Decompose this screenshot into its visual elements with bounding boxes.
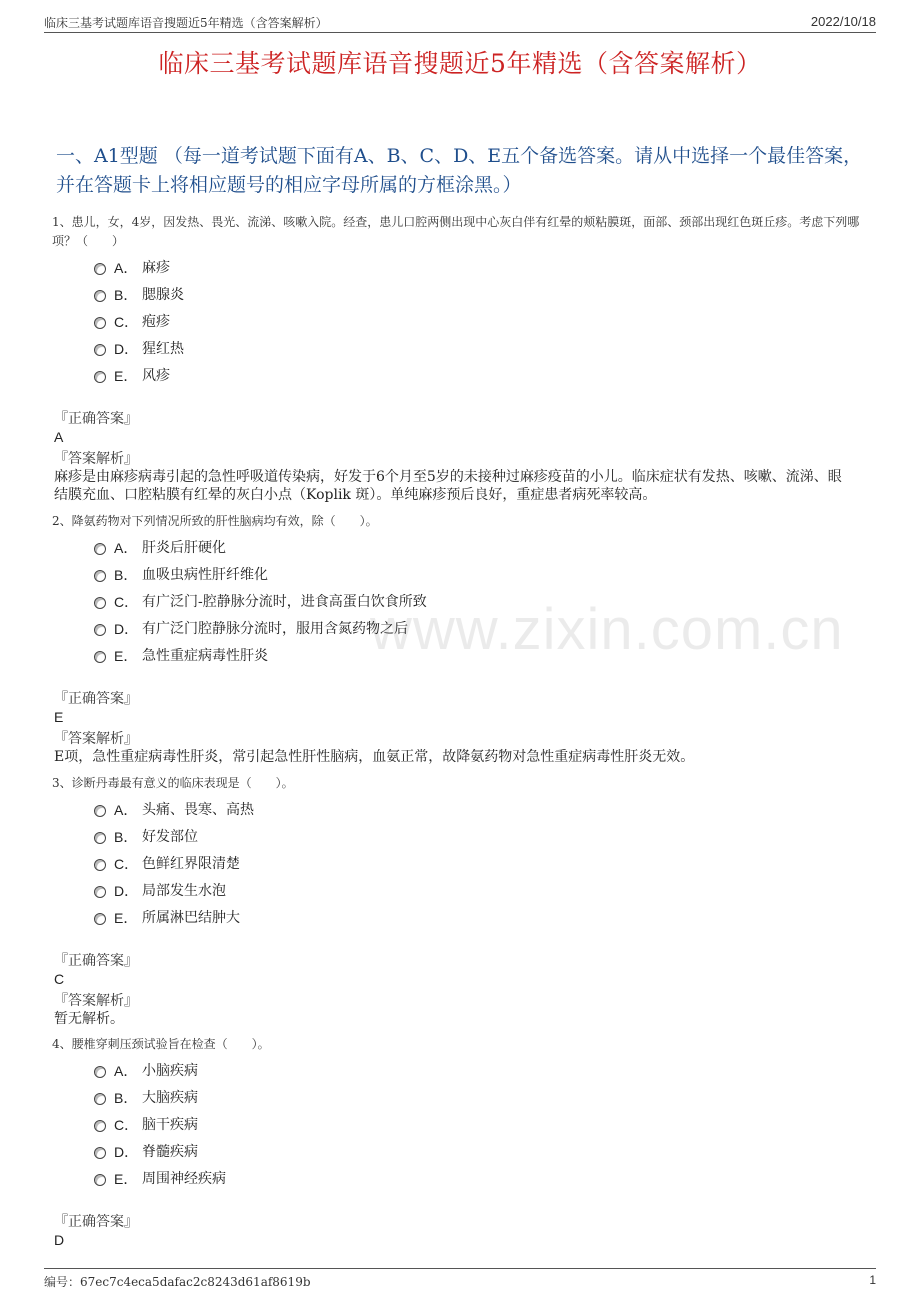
- radio-icon[interactable]: [94, 1174, 106, 1186]
- option-d[interactable]: [52, 1139, 868, 1166]
- radio-icon[interactable]: [94, 317, 106, 329]
- answer-label: 『正确答案』: [54, 691, 138, 707]
- radio-icon[interactable]: [94, 570, 106, 582]
- option-letter: E．: [114, 910, 138, 926]
- option-letter: B．: [114, 567, 138, 583]
- option-text: 有广泛门腔静脉分流时，服用含氮药物之后: [142, 621, 408, 637]
- explanation-label: 『答案解析』: [54, 451, 138, 467]
- question-stem: 2、降氨药物对下列情况所致的肝性脑病均有效，除（ ）。: [52, 514, 378, 528]
- answer-value: A: [54, 429, 64, 445]
- explanation-label: 『答案解析』: [54, 731, 138, 747]
- option-letter: B．: [114, 1090, 138, 1106]
- radio-icon[interactable]: [94, 832, 106, 844]
- option-d[interactable]: [52, 616, 868, 643]
- answer-value: E: [54, 709, 64, 725]
- explanation-text: 暂无解析。: [54, 1011, 124, 1027]
- answer-label: 『正确答案』: [54, 953, 138, 969]
- option-letter: D．: [114, 1144, 139, 1160]
- option-text: 小脑疾病: [142, 1063, 198, 1079]
- option-text: 好发部位: [142, 829, 198, 845]
- question-3: [52, 774, 868, 1028]
- option-e[interactable]: [52, 905, 868, 932]
- option-text: 头痛、畏寒、高热: [142, 802, 254, 818]
- radio-icon[interactable]: [94, 371, 106, 383]
- watermark: www.zixin.com.cn: [370, 597, 844, 662]
- option-a[interactable]: [52, 797, 868, 824]
- option-d[interactable]: [52, 878, 868, 905]
- answer-label: 『正确答案』: [54, 1214, 138, 1230]
- document-title: 临床三基考试题库语音搜题近5年精选（含答案解析）: [158, 49, 762, 78]
- option-text: 疱疹: [142, 314, 170, 330]
- radio-icon[interactable]: [94, 1120, 106, 1132]
- option-text: 风疹: [142, 368, 170, 384]
- option-b[interactable]: [52, 1085, 868, 1112]
- radio-icon[interactable]: [94, 1147, 106, 1159]
- answer-label: 『正确答案』: [54, 411, 138, 427]
- option-b[interactable]: [52, 282, 868, 309]
- radio-icon[interactable]: [94, 624, 106, 636]
- answer-value: C: [54, 971, 65, 987]
- option-b[interactable]: [52, 562, 868, 589]
- option-letter: D．: [114, 883, 139, 899]
- option-letter: A．: [114, 1063, 138, 1079]
- option-text: 腮腺炎: [142, 287, 184, 303]
- option-text: 局部发生水泡: [142, 883, 226, 899]
- option-letter: D．: [114, 621, 139, 637]
- footer-code: 编号：67ec7c4eca5dafac2c8243d61af8619b: [44, 1275, 311, 1289]
- option-list: [52, 797, 868, 932]
- header-doc-name: 临床三基考试题库语音搜题近5年精选（含答案解析）: [44, 16, 328, 30]
- option-text: 脑干疾病: [142, 1117, 198, 1133]
- option-letter: A．: [114, 540, 138, 556]
- option-text: 麻疹: [142, 260, 170, 276]
- option-text: 猩红热: [142, 341, 184, 357]
- option-text: 肝炎后肝硬化: [142, 540, 226, 556]
- option-letter: B．: [114, 287, 138, 303]
- option-list: [52, 1058, 868, 1193]
- option-c[interactable]: [52, 589, 868, 616]
- question-stem: 4、腰椎穿刺压颈试验旨在检查（ ）。: [52, 1037, 270, 1051]
- option-letter: E．: [114, 648, 138, 664]
- option-text: 急性重症病毒性肝炎: [142, 648, 268, 664]
- radio-icon[interactable]: [94, 543, 106, 555]
- section-heading: 一、A1型题 （每一道考试题下面有A、B、C、D、E五个备选答案。请从中选择一个最佳答案，并在答题卡上将相应题号的相应字母所属的方框涂黑。）: [56, 145, 863, 196]
- option-e[interactable]: [52, 643, 868, 670]
- option-text: 大脑疾病: [142, 1090, 198, 1106]
- header-date: 2022/10/18: [810, 14, 876, 29]
- option-letter: C．: [114, 594, 139, 610]
- option-text: 周围神经疾病: [142, 1171, 226, 1187]
- option-letter: A．: [114, 260, 138, 276]
- question-stem: 3、诊断丹毒最有意义的临床表现是（ ）。: [52, 776, 294, 790]
- question-2: [52, 512, 868, 766]
- option-c[interactable]: [52, 1112, 868, 1139]
- option-letter: D．: [114, 341, 139, 357]
- option-letter: E．: [114, 368, 138, 384]
- option-a[interactable]: [52, 1058, 868, 1085]
- radio-icon[interactable]: [94, 805, 106, 817]
- answer-value: D: [54, 1232, 65, 1248]
- option-a[interactable]: [52, 255, 868, 282]
- page-footer: [44, 1268, 876, 1287]
- option-text: 色鲜红界限清楚: [142, 856, 240, 872]
- option-c[interactable]: [52, 309, 868, 336]
- option-c[interactable]: [52, 851, 868, 878]
- option-letter: A．: [114, 802, 138, 818]
- question-4: [52, 1035, 868, 1249]
- option-letter: B．: [114, 829, 138, 845]
- option-b[interactable]: [52, 824, 868, 851]
- option-text: 血吸虫病性肝纤维化: [142, 567, 268, 583]
- option-e[interactable]: [52, 1166, 868, 1193]
- radio-icon[interactable]: [94, 886, 106, 898]
- option-letter: C．: [114, 856, 139, 872]
- radio-icon[interactable]: [94, 651, 106, 663]
- option-text: 有广泛门-腔静脉分流时，进食高蛋白饮食所致: [142, 594, 427, 610]
- radio-icon[interactable]: [94, 290, 106, 302]
- option-list: [52, 535, 868, 670]
- radio-icon[interactable]: [94, 1066, 106, 1078]
- explanation-text: E项，急性重症病毒性肝炎，常引起急性肝性脑病，血氨正常，故降氨药物对急性重症病毒性肝炎无效。: [54, 749, 695, 765]
- option-list: [52, 255, 868, 390]
- option-letter: E．: [114, 1171, 138, 1187]
- page-number: 1: [869, 1273, 876, 1287]
- radio-icon[interactable]: [94, 1093, 106, 1105]
- radio-icon[interactable]: [94, 344, 106, 356]
- radio-icon[interactable]: [94, 913, 106, 925]
- radio-icon[interactable]: [94, 859, 106, 871]
- question-1: [52, 213, 868, 504]
- page-header: [44, 12, 876, 33]
- option-e[interactable]: [52, 363, 868, 390]
- radio-icon[interactable]: [94, 263, 106, 275]
- explanation-text: 麻疹是由麻疹病毒引起的急性呼吸道传染病，好发于6个月至5岁的未接种过麻疹疫苗的小儿。临床症状有发热、咳嗽、流涕、眼结膜充血、口腔粘膜有红晕的灰白小点（Koplik 斑）。单纯麻疹预后良好，重症患者病死率较高。: [54, 469, 842, 503]
- option-text: 脊髓疾病: [142, 1144, 198, 1160]
- explanation-label: 『答案解析』: [54, 993, 138, 1009]
- option-d[interactable]: [52, 336, 868, 363]
- option-letter: C．: [114, 314, 139, 330]
- question-stem: 1、患儿，女，4岁，因发热、畏光、流涕、咳嗽入院。经查，患儿口腔两侧出现中心灰白伴有红晕的颊粘膜斑，面部、颈部出现红色斑丘疹。考虑下列哪项？（ ）: [52, 215, 860, 248]
- option-letter: C．: [114, 1117, 139, 1133]
- option-a[interactable]: [52, 535, 868, 562]
- radio-icon[interactable]: [94, 597, 106, 609]
- option-text: 所属淋巴结肿大: [142, 910, 240, 926]
